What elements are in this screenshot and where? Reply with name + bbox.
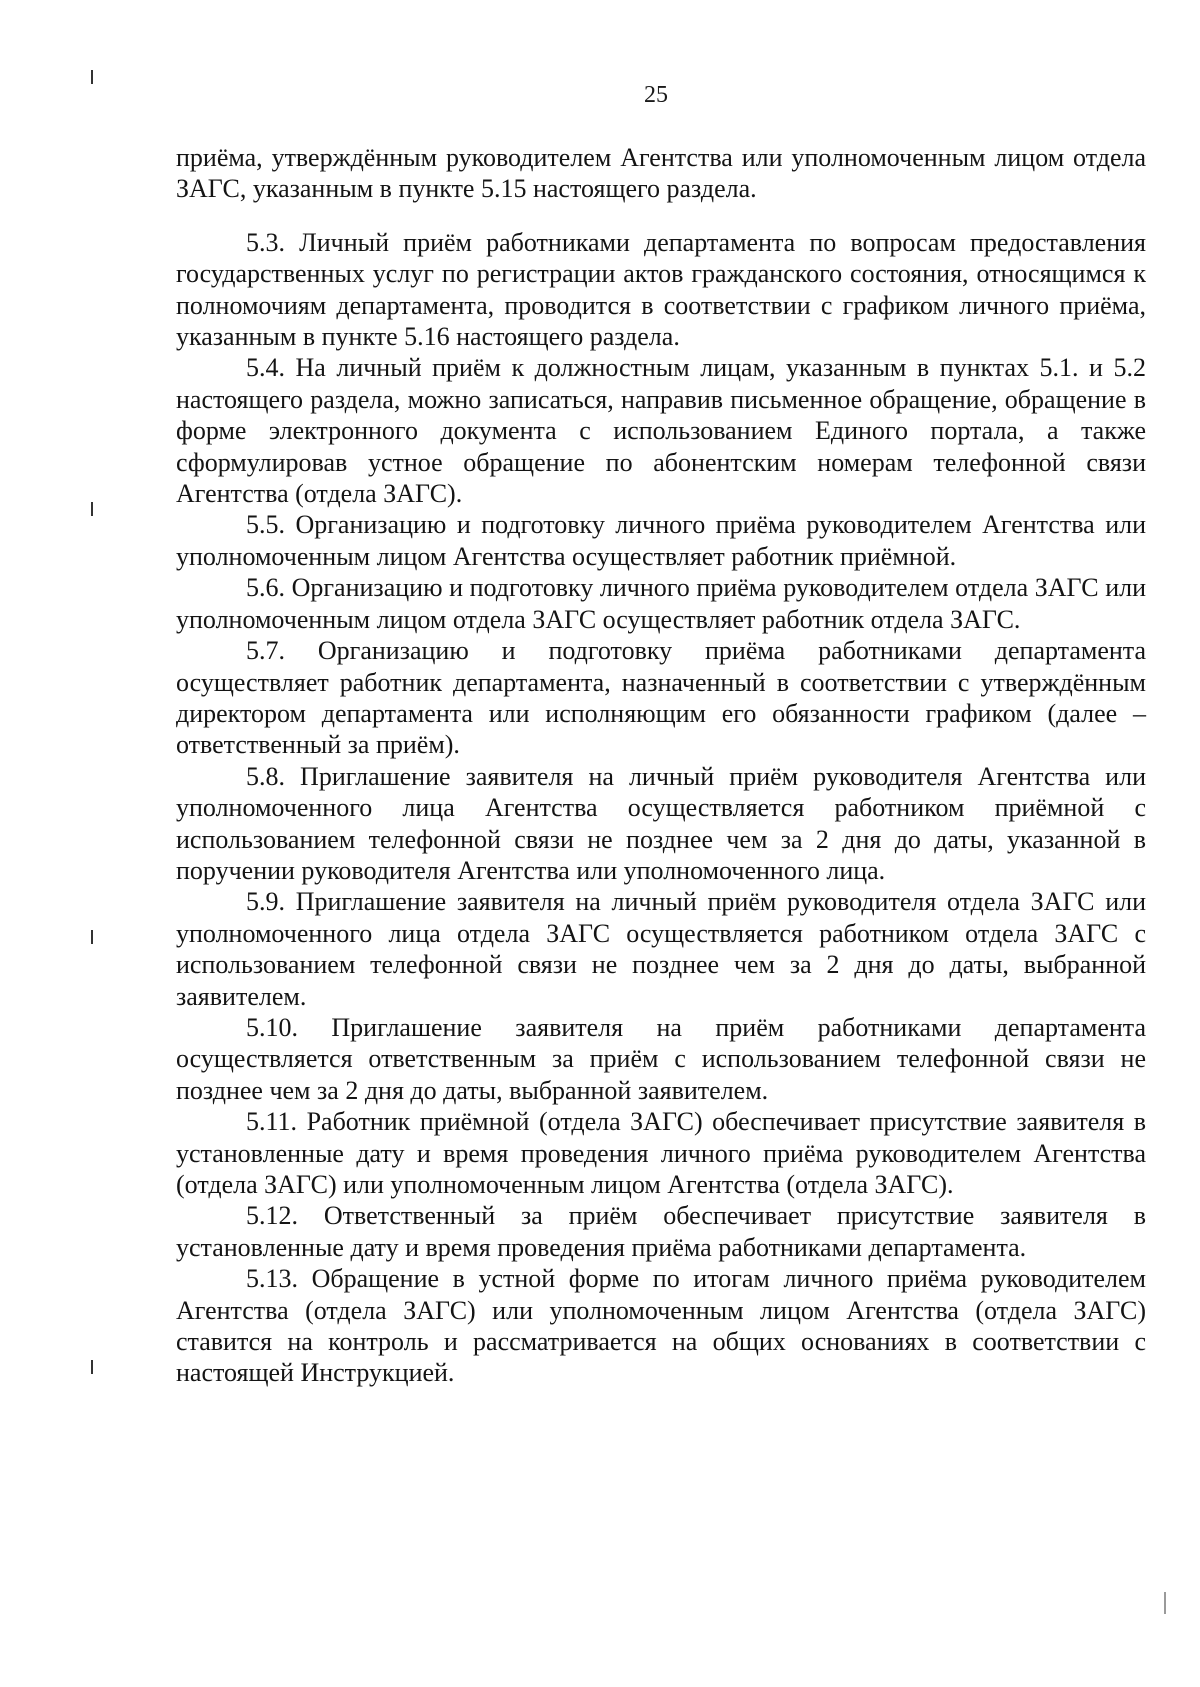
- paragraph-5-4: 5.4. На личный приём к должностным лицам, указанным в пунктах 5.1. и 5.2 настоящего раздела, можно записаться, направив письменное обращение, обращение в форме электронного документа с использованием Единого портала, а также сформулировав устное обращение по абонентским номерам телефонной связи Агентства (отдела ЗАГС).: [176, 353, 1146, 509]
- paragraph-5-12: 5.12. Ответственный за приём обеспечивает присутствие заявителя в установленные дату и время проведения приёма работниками департамента.: [176, 1201, 1146, 1262]
- paragraph-5-3: 5.3. Личный приём работниками департамента по вопросам предоставления государственных услуг по регистрации актов гражданского состояния, относящимся к полномочиям департамента, проводится в соответствии с графиком личного приёма, указанным в пункте 5.16 настоящего раздела.: [176, 227, 1146, 352]
- paragraph-5-9: 5.9. Приглашение заявителя на личный приём руководителя отдела ЗАГС или уполномоченного лица отдела ЗАГС осуществляется работником отдела ЗАГС с использованием телефонной связи не позднее чем за 2 дня до даты, выбранной заявителем.: [176, 887, 1146, 1011]
- paragraph-5-8: 5.8. Приглашение заявителя на личный приём руководителя Агентства или уполномоченного лица Агентства осуществляется работником приёмной с использованием телефонной связи не позднее чем за 2 дня до даты, указанной в поручении руководителя Агентства или уполномоченного лица.: [176, 761, 1146, 885]
- left-margin-mark: [91, 930, 93, 944]
- paragraph-5-11: 5.11. Работник приёмной (отдела ЗАГС) обеспечивает присутствие заявителя в установленные дату и время проведения личного приёма руководителем Агентства (отдела ЗАГС) или уполномоченным лицом Агентства (отдела ЗАГС).: [176, 1107, 1146, 1199]
- paragraph-5-13: 5.13. Обращение в устной форме по итогам личного приёма руководителем Агентства (отдела ЗАГС) или уполномоченным лицом Агентства (отдела ЗАГС) ставится на контроль и рассматривается на общих основаниях в соответствии с настоящей Инструкцией.: [176, 1264, 1146, 1388]
- paragraph-continuation: приёма, утверждённым руководителем Агентства или уполномоченным лицом отдела ЗАГС, указанным в пункте 5.15 настоящего раздела.: [176, 143, 1146, 204]
- right-edge-mark: [1164, 1592, 1166, 1614]
- page-number: 25: [644, 82, 668, 108]
- paragraph-5-10: 5.10. Приглашение заявителя на приём работниками департамента осуществляется ответственным за приём с использованием телефонной связи не позднее чем за 2 дня до даты, выбранной заявителем.: [176, 1012, 1146, 1105]
- document-body: [176, 142, 1146, 1389]
- left-margin-mark: [91, 1360, 93, 1374]
- paragraph-5-5: 5.5. Организацию и подготовку личного приёма руководителем Агентства или уполномоченным лицом Агентства осуществляет работник приёмной.: [176, 510, 1146, 571]
- paragraph-5-6: 5.6. Организацию и подготовку личного приёма руководителем отдела ЗАГС или уполномоченным лицом отдела ЗАГС осуществляет работник отдела ЗАГС.: [176, 573, 1146, 634]
- left-margin-mark: [91, 502, 93, 516]
- paragraph-5-7: 5.7. Организацию и подготовку приёма работниками департамента осуществляет работник департамента, назначенный в соответствии с утверждённым директором департамента или исполняющим его обязанности графиком (далее – ответственный за приём).: [176, 636, 1146, 760]
